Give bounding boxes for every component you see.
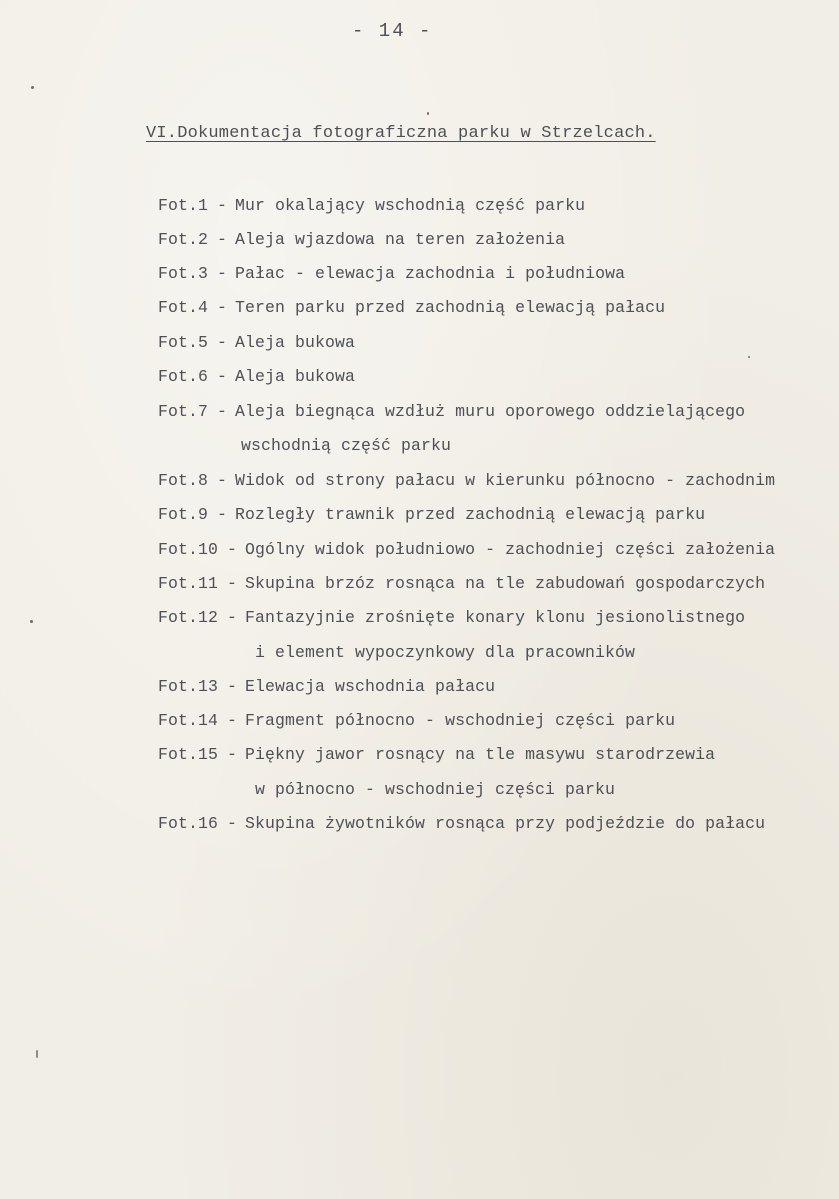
photo-entry bbox=[158, 367, 355, 386]
paper-speck bbox=[30, 620, 33, 623]
paper-speck bbox=[748, 356, 750, 358]
photo-label: Fot.3 bbox=[158, 264, 209, 283]
photo-entry bbox=[158, 471, 775, 490]
photo-entry bbox=[158, 230, 565, 249]
entry-dash: - bbox=[217, 196, 228, 215]
paper-speck bbox=[427, 112, 429, 115]
photo-entry bbox=[158, 677, 495, 696]
photo-entry bbox=[158, 333, 355, 352]
photo-caption: Ogólny widok południowo - zachodniej części założenia bbox=[245, 540, 776, 559]
page-number: - 14 - bbox=[352, 20, 433, 42]
photo-label: Fot.4 bbox=[158, 298, 209, 317]
photo-entry bbox=[158, 402, 745, 421]
photo-label: Fot.2 bbox=[158, 230, 209, 249]
photo-label: Fot.8 bbox=[158, 471, 209, 490]
photo-entry bbox=[158, 196, 585, 215]
section-heading: VI.Dokumentacja fotograficzna parku w Strzelcach. bbox=[146, 124, 656, 143]
entry-dash: - bbox=[217, 264, 228, 283]
photo-caption: Aleja bukowa bbox=[235, 367, 356, 386]
photo-caption: Skupina żywotników rosnąca przy podjeździe do pałacu bbox=[245, 814, 766, 833]
entry-dash: - bbox=[217, 230, 228, 249]
entry-dash: - bbox=[217, 298, 228, 317]
photo-entry bbox=[158, 505, 705, 524]
entry-dash: - bbox=[227, 540, 238, 559]
entry-dash: - bbox=[217, 505, 228, 524]
photo-label: Fot.15 bbox=[158, 745, 219, 764]
photo-caption-continuation: i element wypoczynkowy dla pracowników bbox=[255, 643, 636, 662]
photo-label: Fot.6 bbox=[158, 367, 209, 386]
entry-dash: - bbox=[217, 333, 228, 352]
photo-caption: Aleja wjazdowa na teren założenia bbox=[235, 230, 566, 249]
photo-label: Fot.9 bbox=[158, 505, 209, 524]
photo-caption: Elewacja wschodnia pałacu bbox=[245, 677, 496, 696]
entry-dash: - bbox=[227, 574, 238, 593]
photo-label: Fot.12 bbox=[158, 608, 219, 627]
photo-entry bbox=[158, 540, 775, 559]
photo-entry bbox=[158, 608, 745, 627]
photo-entry bbox=[158, 711, 675, 730]
photo-caption: Aleja bukowa bbox=[235, 333, 356, 352]
photo-label: Fot.10 bbox=[158, 540, 219, 559]
photo-caption: Aleja biegnąca wzdłuż muru oporowego oddzielającego bbox=[235, 402, 746, 421]
photo-caption: Fragment północno - wschodniej części parku bbox=[245, 711, 676, 730]
photo-caption-continuation: wschodnią część parku bbox=[241, 436, 452, 455]
photo-entry bbox=[158, 814, 765, 833]
entry-dash: - bbox=[217, 402, 228, 421]
photo-caption: Mur okalający wschodnią część parku bbox=[235, 196, 586, 215]
photo-caption: Fantazyjnie zrośnięte konary klonu jesionolistnego bbox=[245, 608, 746, 627]
photo-caption: Pałac - elewacja zachodnia i południowa bbox=[235, 264, 626, 283]
photo-label: Fot.11 bbox=[158, 574, 219, 593]
photo-caption-continuation: w północno - wschodniej części parku bbox=[255, 780, 616, 799]
photo-label: Fot.1 bbox=[158, 196, 209, 215]
entry-dash: - bbox=[227, 677, 238, 696]
entry-dash: - bbox=[217, 367, 228, 386]
photo-caption: Widok od strony pałacu w kierunku północno - zachodnim bbox=[235, 471, 776, 490]
entry-dash: - bbox=[227, 745, 238, 764]
photo-caption: Piękny jawor rosnący na tle masywu starodrzewia bbox=[245, 745, 716, 764]
photo-entry bbox=[158, 745, 715, 764]
photo-entry bbox=[158, 574, 765, 593]
photo-caption: Teren parku przed zachodnią elewacją pałacu bbox=[235, 298, 666, 317]
photo-label: Fot.5 bbox=[158, 333, 209, 352]
entry-dash: - bbox=[227, 711, 238, 730]
entry-dash: - bbox=[227, 608, 238, 627]
photo-label: Fot.13 bbox=[158, 677, 219, 696]
photo-entry bbox=[158, 298, 665, 317]
paper-speck bbox=[36, 1050, 38, 1058]
photo-caption: Skupina brzóz rosnąca na tle zabudowań gospodarczych bbox=[245, 574, 766, 593]
photo-label: Fot.16 bbox=[158, 814, 219, 833]
photo-label: Fot.7 bbox=[158, 402, 209, 421]
paper-speck bbox=[31, 86, 34, 89]
photo-entry bbox=[158, 264, 625, 283]
photo-caption: Rozległy trawnik przed zachodnią elewacją parku bbox=[235, 505, 706, 524]
photo-label: Fot.14 bbox=[158, 711, 219, 730]
entry-dash: - bbox=[227, 814, 238, 833]
entry-dash: - bbox=[217, 471, 228, 490]
